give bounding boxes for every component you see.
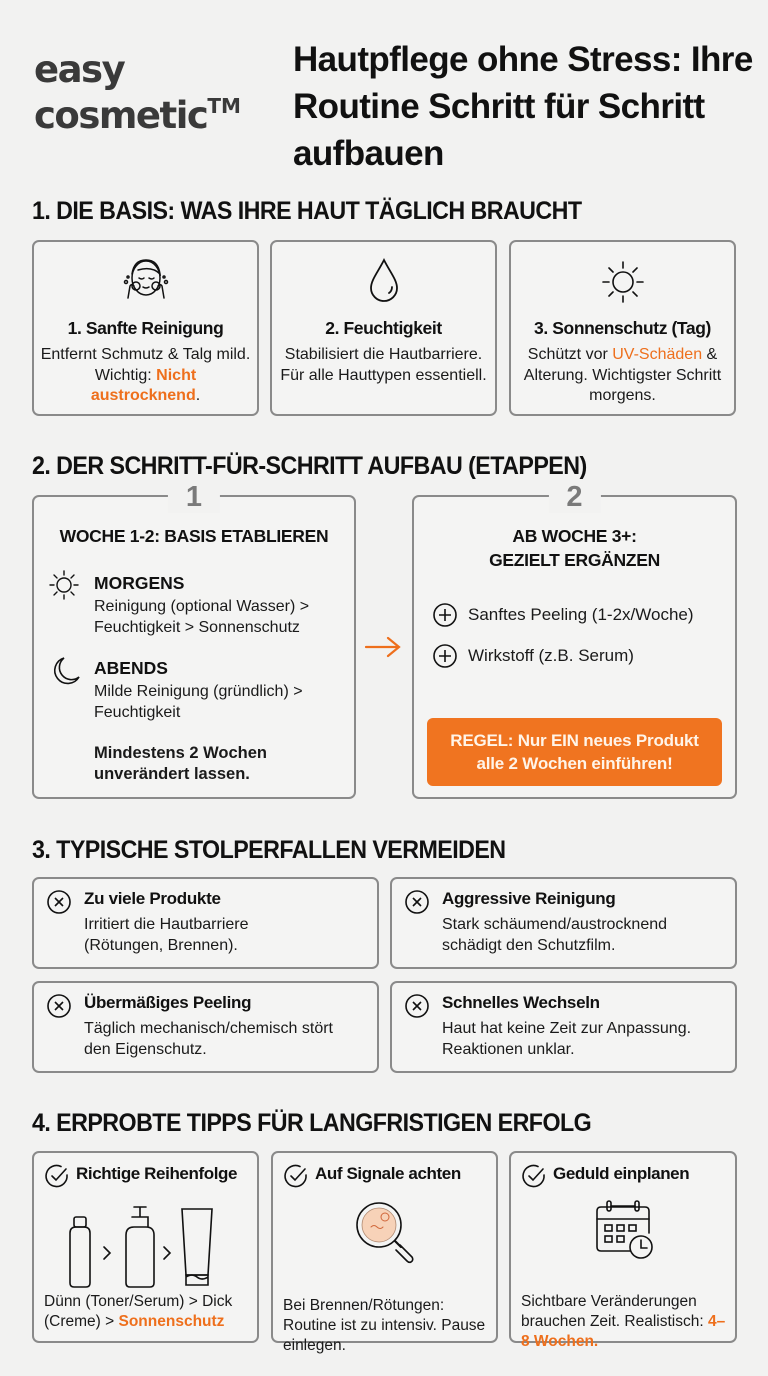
add-item-label: Wirkstoff (z.B. Serum) (468, 646, 634, 665)
basis-card-moisture (270, 240, 497, 416)
morning-label: MORGENS (94, 573, 185, 593)
section2-heading: 2. DER SCHRITT-FÜR-SCHRITT AUFBAU (ETAPPEN) (32, 452, 587, 480)
calendar-clock-icon (591, 1197, 659, 1265)
rule-callout (427, 718, 722, 786)
x-circle-icon (404, 993, 430, 1019)
stage-number: 2 (548, 481, 600, 513)
pitfall-card (390, 981, 737, 1073)
pitfall-card (390, 877, 737, 969)
pitfall-card (32, 877, 379, 969)
stage-note: Mindestens 2 Wochen unverändert lassen. (94, 744, 267, 783)
product-bottles-icon (64, 1205, 234, 1289)
card-title: 1. Sanfte Reinigung (67, 318, 224, 338)
check-circle-icon (283, 1163, 309, 1189)
plus-circle-icon (432, 602, 458, 628)
add-item (432, 602, 694, 628)
moon-icon (48, 653, 84, 689)
rule-line1: REGEL: Nur EIN neues Produkt (450, 731, 699, 750)
x-circle-icon (404, 889, 430, 915)
evening-label: ABENDS (94, 658, 168, 678)
sun-icon (593, 250, 653, 310)
rule-line2: alle 2 Wochen einführen! (476, 754, 673, 773)
water-drop-icon (354, 250, 414, 310)
sun-icon (46, 567, 82, 603)
brand-line1: easy (34, 48, 125, 91)
evening-steps: Milde Reinigung (gründlich) > Feuchtigkeit (94, 683, 303, 721)
brand-logo (34, 48, 241, 137)
plus-circle-icon (432, 643, 458, 669)
section1-heading: 1. DIE BASIS: WAS IHRE HAUT TÄGLICH BRAUCHT (32, 197, 582, 225)
stage-1-card (32, 481, 356, 799)
stage-title-line1: AB WOCHE 3+: (512, 526, 637, 546)
magnifier-skin-icon (351, 1197, 421, 1267)
tip-card-order (32, 1151, 259, 1343)
tip-card-signals (271, 1151, 498, 1354)
pitfall-title: Aggressive Reinigung (442, 889, 616, 908)
tip-card-patience (509, 1151, 737, 1350)
basis-card-cleansing (32, 240, 259, 416)
stage-number: 1 (168, 481, 220, 513)
check-circle-icon (521, 1163, 547, 1189)
highlight-text: UV-Schäden (612, 346, 703, 363)
tip-text: Bei Brennen/Rötungen: Routine ist zu intensiv. Pause einlegen. (283, 1297, 486, 1354)
x-circle-icon (46, 993, 72, 1019)
add-item-label: Sanftes Peeling (1-2x/Woche) (468, 605, 694, 624)
highlight-text: Nicht austrocknend (90, 366, 197, 404)
card-description: Schützt vor UV-Schäden & Alterung. Wichtigster Schritt morgens. (523, 346, 722, 404)
section4-heading: 4. ERPROBTE TIPPS FÜR LANGFRISTIGEN ERFOLG (32, 1109, 592, 1137)
tip-text: Dünn (Toner/Serum) > Dick (Creme) > Sonnenschutz (44, 1293, 233, 1330)
x-circle-icon (46, 889, 72, 915)
stage-title-line2: GEZIELT ERGÄNZEN (489, 550, 660, 570)
arrow-right-icon (364, 636, 402, 658)
pitfall-title: Schnelles Wechseln (442, 993, 600, 1012)
pitfall-text: Stark schäumend/austrocknend schädigt den Schutzfilm. (442, 916, 668, 954)
brand-line2: cosmetic (34, 94, 208, 137)
pitfall-title: Zu viele Produkte (84, 889, 221, 908)
tip-text: Sichtbare Veränderungen brauchen Zeit. Realistisch: 4–8 Wochen. (521, 1293, 726, 1350)
pitfall-text: Täglich mechanisch/chemisch stört den Eigenschutz. (84, 1020, 333, 1058)
card-description: Stabilisiert die Hautbarriere. Für alle Hauttypen essentiell. (280, 346, 487, 384)
pitfall-title: Übermäßiges Peeling (84, 993, 252, 1012)
card-title: 3. Sonnenschutz (Tag) (534, 318, 711, 338)
page-title: Hautpflege ohne Stress: Ihre Routine Schritt für Schritt aufbauen (293, 40, 753, 173)
card-title: 2. Feuchtigkeit (325, 318, 442, 338)
trademark: TM (207, 94, 241, 118)
section3-heading: 3. TYPISCHE STOLPERFALLEN VERMEIDEN (32, 836, 506, 864)
morning-steps: Reinigung (optional Wasser) > Feuchtigkeit > Sonnenschutz (94, 598, 310, 636)
stage-2-card (412, 481, 737, 799)
tip-title: Geduld einplanen (553, 1164, 690, 1183)
add-item (432, 643, 634, 669)
pitfall-card (32, 981, 379, 1073)
face-washing-icon (116, 250, 176, 310)
tip-title: Auf Signale achten (315, 1164, 461, 1183)
highlight-text: 4–8 Wochen. (521, 1313, 726, 1350)
card-description: Entfernt Schmutz & Talg mild. Wichtig: Nicht austrocknend. (40, 346, 251, 404)
highlight-text: Sonnenschutz (118, 1313, 225, 1330)
check-circle-icon (44, 1163, 70, 1189)
tip-title: Richtige Reihenfolge (76, 1164, 238, 1183)
stage-title: WOCHE 1-2: BASIS ETABLIEREN (59, 526, 329, 546)
pitfall-text: Haut hat keine Zeit zur Anpassung. Reaktionen unklar. (442, 1020, 692, 1058)
basis-card-sunscreen (509, 240, 736, 416)
pitfall-text: Irritiert die Hautbarriere (Rötungen, Brennen). (84, 916, 249, 954)
